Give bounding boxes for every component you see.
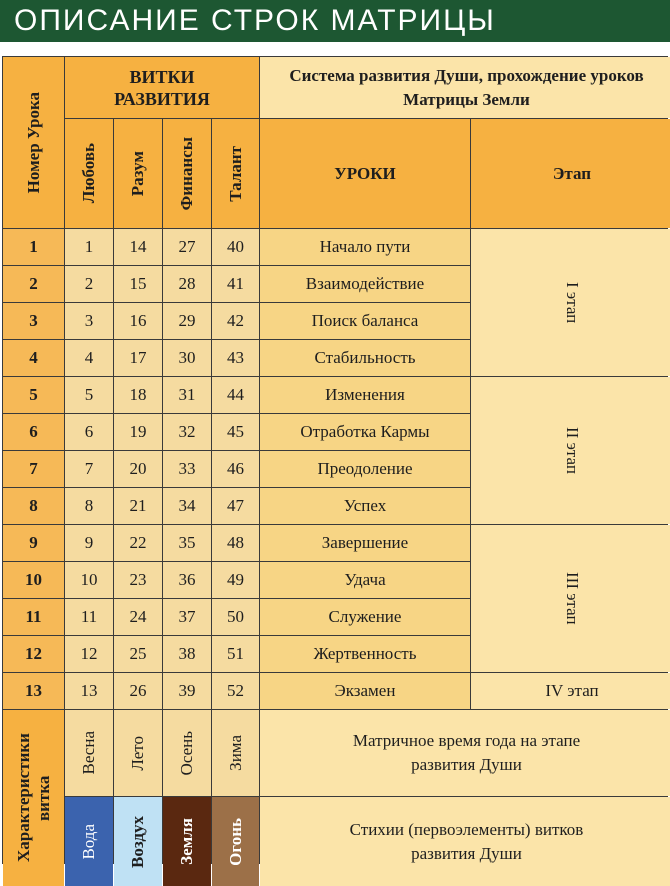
table-cell: 26 <box>114 673 162 709</box>
lesson-name: Изменения <box>260 377 470 413</box>
lesson-name: Поиск баланса <box>260 303 470 339</box>
spiral-mind-label: Разум <box>128 150 147 197</box>
row-number: 1 <box>3 229 64 265</box>
table-cell: 50 <box>212 599 259 635</box>
table-cell: 43 <box>212 340 259 376</box>
table-cell: 2 <box>65 266 113 302</box>
table-cell: 20 <box>114 451 162 487</box>
table-cell: 52 <box>212 673 259 709</box>
table-cell: 37 <box>163 599 211 635</box>
stage-3-label: III этап <box>563 572 582 625</box>
table-cell: 10 <box>65 562 113 598</box>
table-cell: 51 <box>212 636 259 672</box>
table-cell: 48 <box>212 525 259 561</box>
table-cell: 18 <box>114 377 162 413</box>
title-banner <box>0 0 670 42</box>
row-number: 7 <box>3 451 64 487</box>
table-cell: 5 <box>65 377 113 413</box>
table-cell: 9 <box>65 525 113 561</box>
season-spring <box>65 710 113 796</box>
stage-2 <box>471 377 670 524</box>
lesson-name: Удача <box>260 562 470 598</box>
element-water <box>65 797 113 886</box>
lesson-name: Жертвенность <box>260 636 470 672</box>
table-cell: 29 <box>163 303 211 339</box>
table-cell: 11 <box>65 599 113 635</box>
element-fire-label: Огонь <box>225 817 245 866</box>
table-cell: 27 <box>163 229 211 265</box>
table-cell: 33 <box>163 451 211 487</box>
table-cell: 40 <box>212 229 259 265</box>
table-cell: 46 <box>212 451 259 487</box>
table-cell: 17 <box>114 340 162 376</box>
lesson-name: Начало пути <box>260 229 470 265</box>
table-cell: 32 <box>163 414 211 450</box>
system-header: Система развития Души, прохождение уроков Матрицы Земли <box>260 57 670 118</box>
spiral-love-header <box>65 119 113 228</box>
lesson-name: Успех <box>260 488 470 524</box>
table-cell: 4 <box>65 340 113 376</box>
season-spring-label: Весна <box>79 731 98 775</box>
row-number: 9 <box>3 525 64 561</box>
table-cell: 31 <box>163 377 211 413</box>
element-earth-label: Земля <box>177 818 196 865</box>
matrix-table <box>2 56 668 868</box>
element-air <box>114 797 162 886</box>
lesson-name: Служение <box>260 599 470 635</box>
stage-header: Этап <box>471 119 670 228</box>
row-number: 10 <box>3 562 64 598</box>
spiral-love-label: Любовь <box>79 143 98 204</box>
season-summer-label: Лето <box>128 735 147 771</box>
table-cell: 6 <box>65 414 113 450</box>
stage-3 <box>471 525 670 672</box>
table-cell: 44 <box>212 377 259 413</box>
table-cell: 23 <box>114 562 162 598</box>
spiral-talent-label: Талант <box>225 145 245 202</box>
elements-note: Стихии (первоэлементы) витков развития Души <box>260 797 670 886</box>
table-cell: 36 <box>163 562 211 598</box>
table-cell: 41 <box>212 266 259 302</box>
stage-1 <box>471 229 670 376</box>
row-number: 4 <box>3 340 64 376</box>
table-cell: 7 <box>65 451 113 487</box>
table-cell: 21 <box>114 488 162 524</box>
spirals-header: ВИТКИ РАЗВИТИЯ <box>65 57 259 118</box>
season-autumn <box>163 710 211 796</box>
characteristics-label: Характеристики витка <box>13 733 53 863</box>
element-water-label: Вода <box>79 823 98 860</box>
season-autumn-label: Осень <box>177 730 196 776</box>
lesson-name: Преодоление <box>260 451 470 487</box>
lesson-name: Отработка Кармы <box>260 414 470 450</box>
row-number: 3 <box>3 303 64 339</box>
season-winter-label: Зима <box>225 735 245 771</box>
spiral-finance-label: Финансы <box>177 136 196 211</box>
lesson-name: Экзамен <box>260 673 470 709</box>
spiral-finance-header <box>163 119 211 228</box>
lesson-name: Взаимодействие <box>260 266 470 302</box>
table-cell: 22 <box>114 525 162 561</box>
lessons-header: УРОКИ <box>260 119 470 228</box>
lesson-name: Завершение <box>260 525 470 561</box>
table-cell: 34 <box>163 488 211 524</box>
table-cell: 16 <box>114 303 162 339</box>
table-cell: 28 <box>163 266 211 302</box>
row-number: 2 <box>3 266 64 302</box>
season-summer <box>114 710 162 796</box>
lesson-number-header-text: Номер Урока <box>23 91 43 194</box>
element-air-label: Воздух <box>128 815 147 868</box>
table-cell: 8 <box>65 488 113 524</box>
row-number: 6 <box>3 414 64 450</box>
table-cell: 30 <box>163 340 211 376</box>
row-number: 5 <box>3 377 64 413</box>
table-cell: 3 <box>65 303 113 339</box>
table-cell: 39 <box>163 673 211 709</box>
stage-1-label: I этап <box>563 281 582 324</box>
table-cell: 38 <box>163 636 211 672</box>
table-cell: 13 <box>65 673 113 709</box>
row-number: 8 <box>3 488 64 524</box>
seasons-note: Матричное время года на этапе развития Души <box>260 710 670 796</box>
spiral-mind-header <box>114 119 162 228</box>
table-cell: 45 <box>212 414 259 450</box>
table-cell: 42 <box>212 303 259 339</box>
table-cell: 1 <box>65 229 113 265</box>
table-cell: 19 <box>114 414 162 450</box>
table-cell: 15 <box>114 266 162 302</box>
stage-4: IV этап <box>471 673 670 709</box>
table-cell: 12 <box>65 636 113 672</box>
table-cell: 14 <box>114 229 162 265</box>
element-earth <box>163 797 211 886</box>
table-cell: 25 <box>114 636 162 672</box>
row-number: 13 <box>3 673 64 709</box>
table-cell: 47 <box>212 488 259 524</box>
row-number: 12 <box>3 636 64 672</box>
spiral-talent-header <box>212 119 259 228</box>
table-cell: 49 <box>212 562 259 598</box>
lesson-name: Стабильность <box>260 340 470 376</box>
season-winter <box>212 710 259 796</box>
lesson-number-header <box>3 57 64 228</box>
stage-2-label: II этап <box>563 427 582 474</box>
page-title: ОПИСАНИЕ СТРОК МАТРИЦЫ <box>14 4 496 37</box>
table-cell: 24 <box>114 599 162 635</box>
row-number: 11 <box>3 599 64 635</box>
characteristics-header <box>3 710 64 886</box>
element-fire <box>212 797 259 886</box>
table-cell: 35 <box>163 525 211 561</box>
